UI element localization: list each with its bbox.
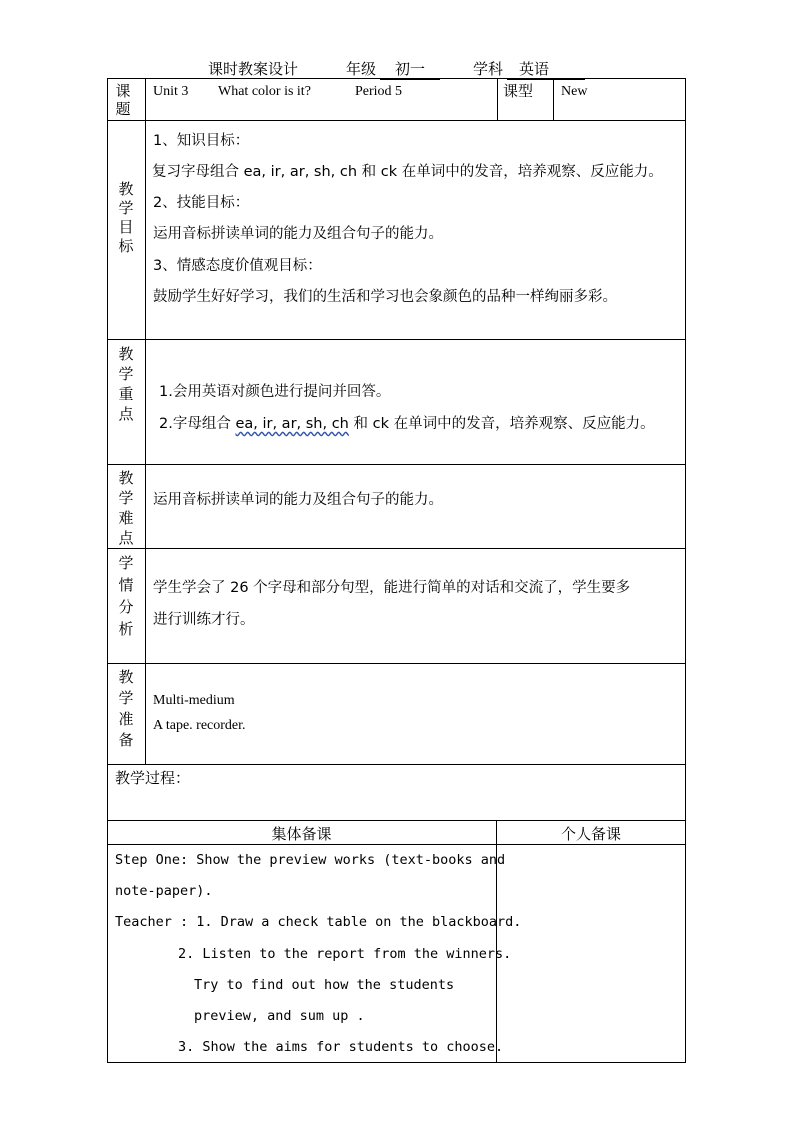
page-header [0, 58, 794, 80]
table-border-bottom [107, 1062, 686, 1063]
subject-value: 英语 [507, 58, 585, 80]
row-divider [107, 820, 686, 821]
step-line: Try to find out how the students [194, 977, 455, 993]
step-line: preview, and sum up . [194, 1008, 365, 1024]
row-divider [107, 844, 686, 845]
topic-question: What color is it? [218, 84, 311, 99]
row-divider [107, 464, 686, 465]
type-divider [553, 78, 554, 120]
grade-label: 年级 [346, 60, 377, 78]
objective-line: 1、知识目标： [153, 133, 250, 149]
table-border-right [685, 78, 686, 1063]
topic-unit: Unit 3 [153, 84, 189, 99]
objective-line: 运用音标拼读单词的能力及组合句子的能力。 [153, 226, 443, 242]
lesson-type-value: New [561, 84, 588, 99]
step-line: Teacher : 1. Draw a check table on the blackboard. [115, 914, 522, 930]
lesson-type-label: 课型 [503, 82, 534, 100]
objectives-label: 教学目标 [118, 180, 134, 255]
row-divider [107, 548, 686, 549]
step-line: Step One: Show the preview works (text-books and [115, 852, 506, 868]
preparation-line: Multi-medium [153, 693, 235, 708]
objective-line: 3、情感态度价值观目标： [153, 258, 322, 274]
objective-line: 2、技能目标： [153, 195, 250, 211]
personal-prep-header: 个人备课 [560, 825, 621, 843]
objective-line: 鼓励学生好好学习，我们的生活和学习也会象颜色的品种一样绚丽多彩。 [153, 289, 617, 305]
grade-value: 初一 [380, 58, 440, 80]
topic-label: 课题 [115, 82, 131, 118]
step-line: note-paper). [115, 883, 213, 899]
row-divider [107, 764, 686, 765]
analysis-line: 学生学会了 26 个字母和部分句型，能进行简单的对话和交流了，学生要多 [153, 580, 631, 596]
preparation-line: A tape. recorder. [153, 718, 246, 733]
group-prep-header: 集体备课 [271, 825, 332, 843]
topic-divider [497, 78, 498, 120]
document-title: 课时教案设计 [208, 60, 299, 78]
table-border-top [107, 78, 686, 79]
objective-line: 复习字母组合 ea, ir, ar, sh, ch 和 ck 在单词中的发音，培养观察、反应能力。 [152, 164, 663, 180]
difficulties-text: 运用音标拼读单词的能力及组合句子的能力。 [153, 492, 443, 508]
analysis-line: 进行训练才行。 [153, 612, 255, 628]
key-point-line: 1.会用英语对颜色进行提问并回答。 [159, 384, 391, 400]
label-column-divider [145, 78, 146, 764]
row-divider [107, 120, 686, 121]
preparation-label: 教学准备 [118, 668, 134, 749]
row-divider [107, 339, 686, 340]
key-points-label: 教学重点 [118, 345, 134, 423]
process-label: 教学过程： [115, 769, 191, 787]
row-divider [107, 663, 686, 664]
topic-period: Period 5 [355, 84, 403, 99]
step-line: 3. Show the aims for students to choose. [178, 1039, 504, 1055]
letter-combinations: ea, ir, ar, sh, ch [235, 416, 349, 432]
difficulties-label: 教学难点 [118, 469, 134, 547]
subject-label: 学科 [473, 60, 504, 78]
key-point-line: 2.字母组合 ea, ir, ar, sh, ch 和 ck 在单词中的发音，培养观察、反应能力。 [159, 416, 655, 432]
step-line: 2. Listen to the report from the winners. [178, 946, 512, 962]
analysis-label: 学情分析 [118, 554, 134, 638]
